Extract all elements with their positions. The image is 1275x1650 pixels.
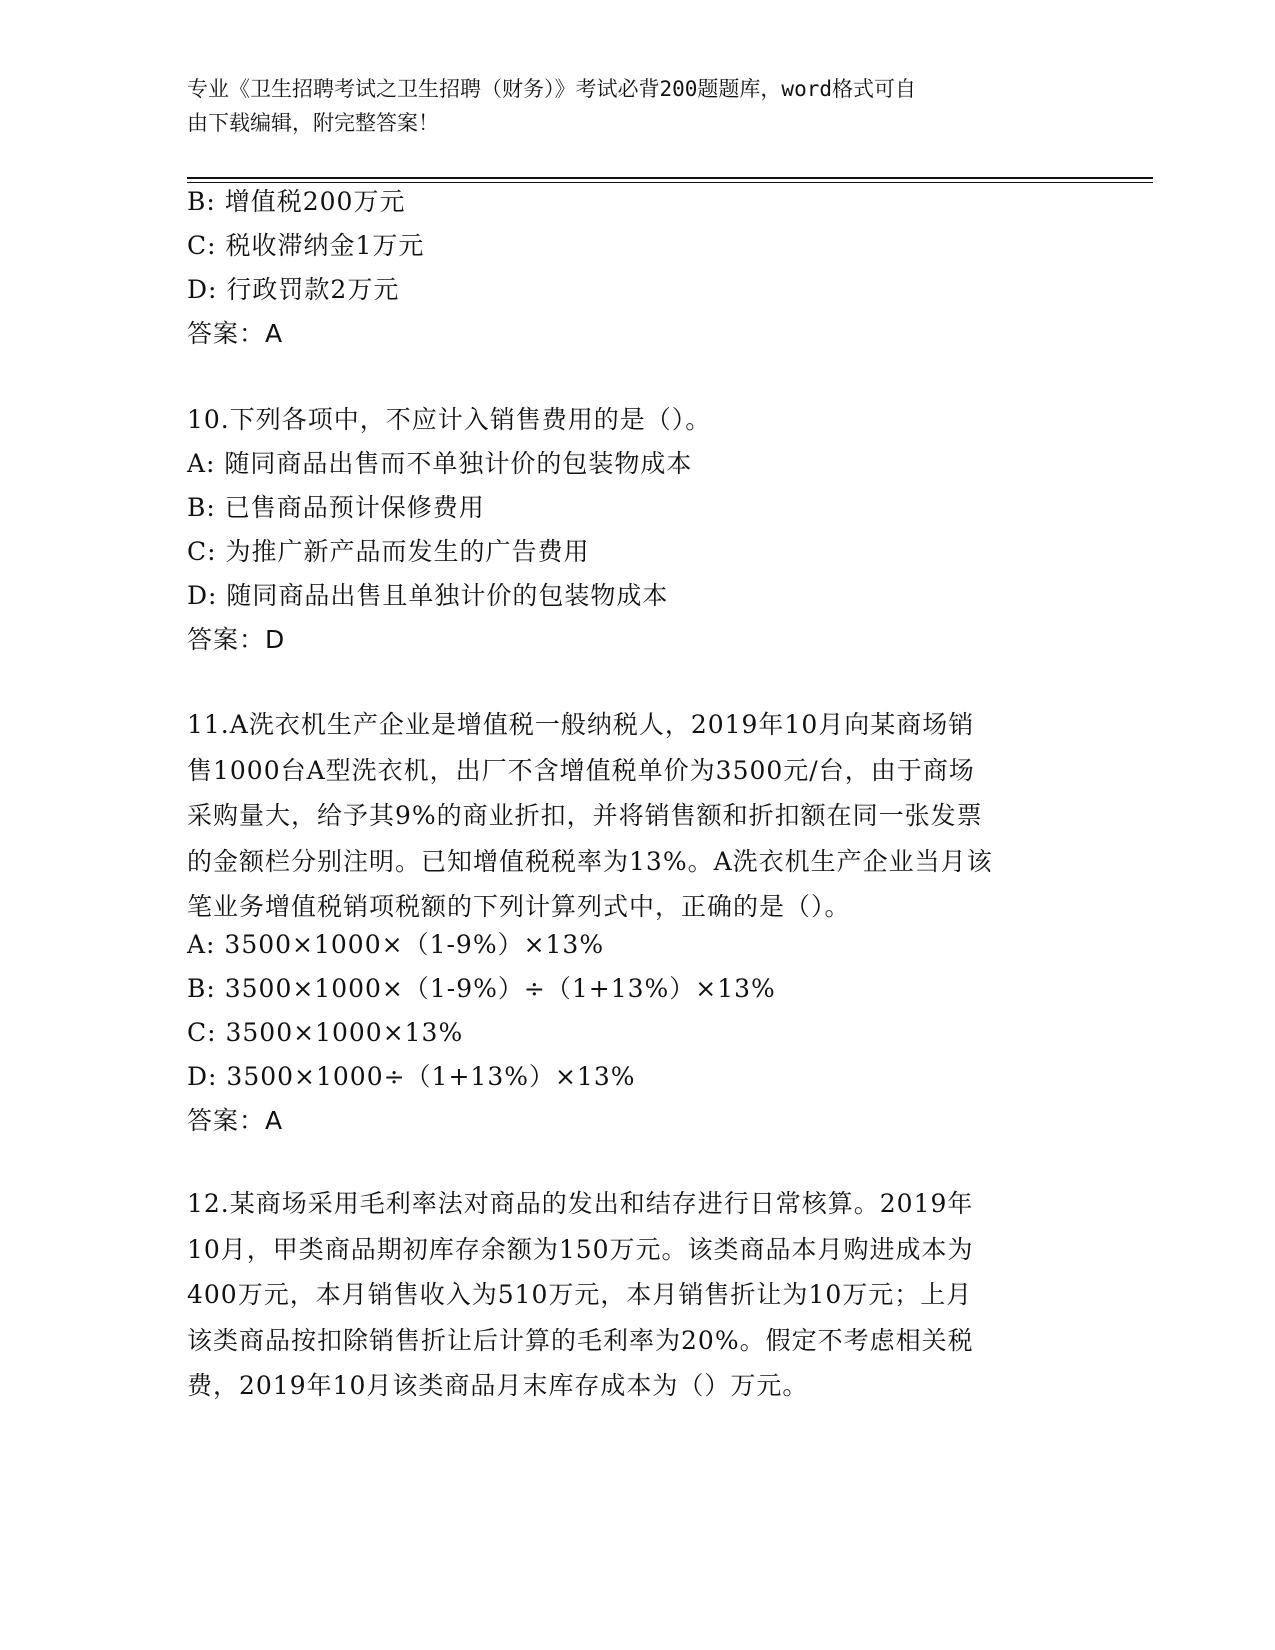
- q11-option-c: C: 3500×1000×13%: [187, 1018, 464, 1047]
- q12-stem-line: 费，2019年10月该类商品月末库存成本为（）万元。: [187, 1371, 809, 1400]
- q12-stem-line: 该类商品按扣除销售折让后计算的毛利率为20%。假定不考虑相关税: [187, 1325, 974, 1355]
- q11-option-b: B: 3500×1000×（1-9%）÷（1+13%）×13%: [187, 974, 776, 1003]
- q11-stem: [187, 702, 1067, 930]
- q11-stem-line: 11.A洗衣机生产企业是增值税一般纳税人，2019年10月向某商场销: [187, 710, 975, 739]
- q11-option-a: A: 3500×1000×（1-9%）×13%: [187, 930, 605, 959]
- document-header: [187, 72, 1087, 140]
- q12-stem-line: 400万元，本月销售收入为510万元，本月销售折让为10万元；上月: [187, 1280, 973, 1309]
- q10-answer: 答案：D: [187, 625, 286, 654]
- q11-stem-line: 售1000台A型洗衣机，出厂不含增值税单价为3500元/台，由于商场: [187, 755, 975, 785]
- q10-option-b: B: 已售商品预计保修费用: [187, 493, 485, 522]
- q10-stem: 10.下列各项中，不应计入销售费用的是（）。: [187, 405, 712, 434]
- q12-stem-line: 12.某商场采用毛利率法对商品的发出和结存进行日常核算。2019年: [187, 1189, 974, 1218]
- q10-option-c: C: 为推广新产品而发生的广告费用: [187, 537, 590, 566]
- q12-stem: [187, 1181, 1067, 1409]
- q11-stem-line: 的金额栏分别注明。已知增值税税率为13%。A洗衣机生产企业当月该: [187, 846, 993, 876]
- header-divider-thin: [187, 182, 1153, 183]
- q11-answer: 答案：A: [187, 1106, 284, 1135]
- q9-option-b: B: 增值税200万元: [187, 187, 406, 216]
- header-line-2: 由下载编辑，附完整答案！: [187, 111, 439, 135]
- q11-option-d: D: 3500×1000÷（1+13%）×13%: [187, 1062, 636, 1091]
- header-divider-thick: [187, 177, 1153, 179]
- q9-answer: 答案：A: [187, 319, 284, 348]
- q11-stem-line: 采购量大，给予其9%的商业折扣，并将销售额和折扣额在同一张发票: [187, 801, 983, 830]
- q9-option-c: C: 税收滞纳金1万元: [187, 231, 425, 260]
- q10-option-a: A: 随同商品出售而不单独计价的包装物成本: [187, 449, 693, 478]
- q12-stem-line: 10月，甲类商品期初库存余额为150万元。该类商品本月购进成本为: [187, 1234, 974, 1264]
- q9-option-d: D: 行政罚款2万元: [187, 275, 400, 304]
- q10-option-d: D: 随同商品出售且单独计价的包装物成本: [187, 581, 669, 610]
- header-line-1: 专业《卫生招聘考试之卫生招聘（财务）》考试必背200题题库，word格式可自: [187, 77, 916, 101]
- q11-stem-line: 笔业务增值税销项税额的下列计算列式中，正确的是（）。: [187, 892, 851, 921]
